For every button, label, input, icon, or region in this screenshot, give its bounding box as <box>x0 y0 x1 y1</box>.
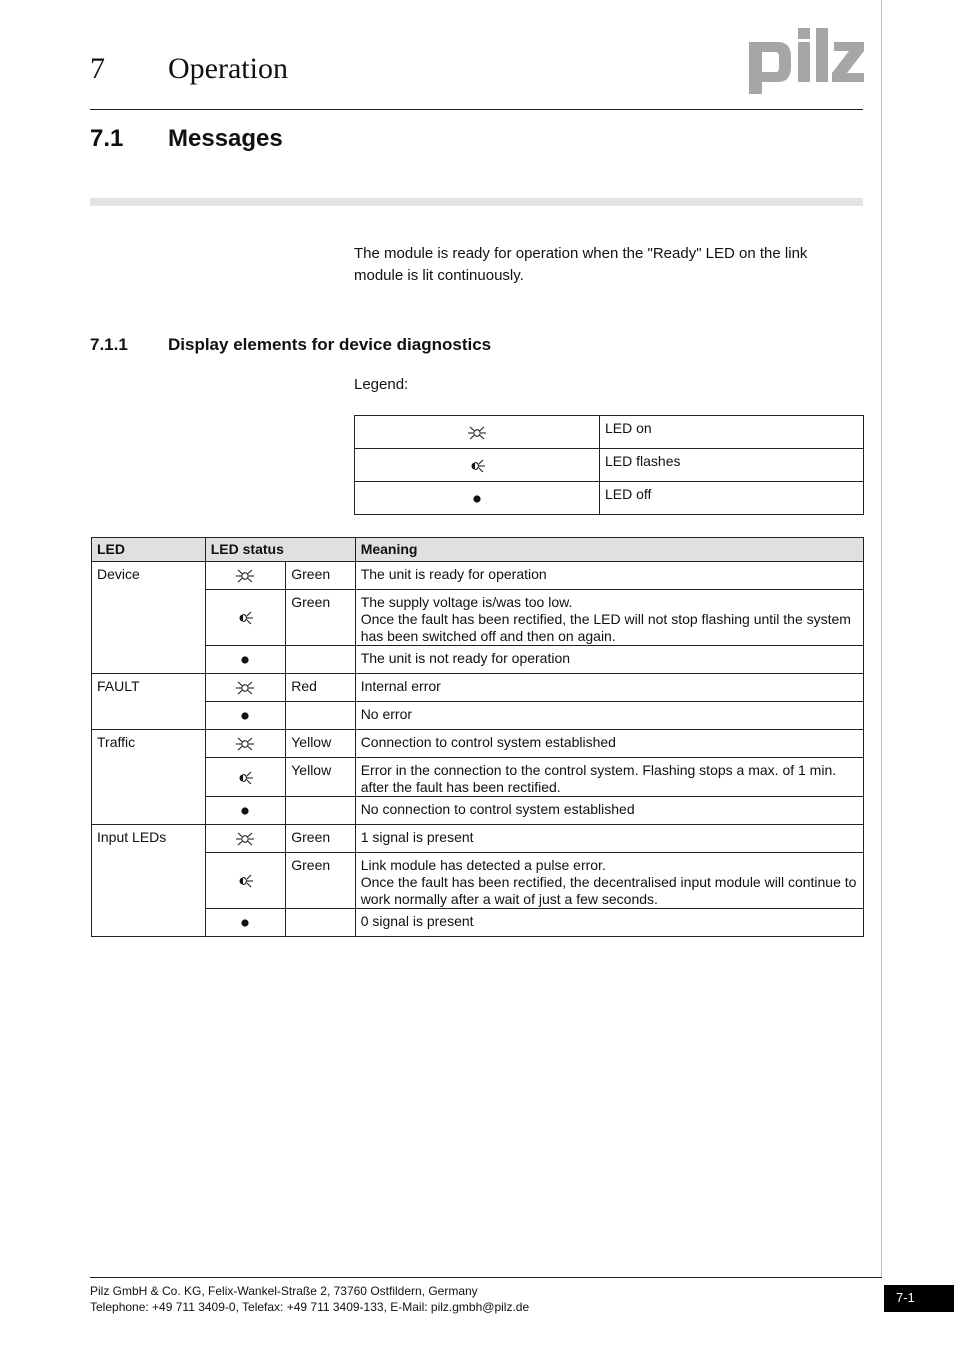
led-off-icon <box>234 708 256 724</box>
meaning-line: 0 signal is present <box>360 913 474 929</box>
header-led-status: LED status <box>205 538 355 562</box>
subsection-title: Display elements for device diagnostics <box>168 335 492 354</box>
table-row <box>92 702 864 730</box>
subsection-number: 7.1.1 <box>90 335 128 354</box>
meaning-line: Once the fault has been rectified, the LED will not stop flashing until the system has been switched off and then on again. <box>360 611 851 644</box>
legend-symbol <box>355 482 600 515</box>
led-off-icon <box>234 915 256 931</box>
table-row <box>92 646 864 674</box>
led-on-icon <box>234 568 256 584</box>
led-color <box>286 909 355 937</box>
led-status-symbol <box>205 853 286 909</box>
led-meaning <box>355 758 863 797</box>
table-row <box>92 797 864 825</box>
footer-rule <box>90 1277 882 1278</box>
led-on-icon <box>234 736 256 752</box>
pilz-logo <box>746 26 866 96</box>
header-led: LED <box>92 538 206 562</box>
led-color: Green <box>286 853 355 909</box>
led-status-symbol <box>205 674 286 702</box>
meaning-line: The supply voltage is/was too low. <box>360 594 573 610</box>
led-status-symbol <box>205 702 286 730</box>
table-header-row <box>92 538 864 562</box>
led-color <box>286 797 355 825</box>
led-meaning <box>355 909 863 937</box>
chapter-number: 7 <box>90 52 105 85</box>
header-meaning: Meaning <box>355 538 863 562</box>
legend-text: LED flashes <box>600 449 864 482</box>
led-status-symbol <box>205 797 286 825</box>
table-row <box>92 730 864 758</box>
led-meaning <box>355 797 863 825</box>
led-off-icon <box>234 803 256 819</box>
meaning-line: Link module has detected a pulse error. <box>360 857 606 873</box>
led-status-symbol <box>205 590 286 646</box>
led-flashes-icon <box>234 610 256 626</box>
led-meaning <box>355 825 863 853</box>
led-meaning <box>355 702 863 730</box>
led-color: Yellow <box>286 730 355 758</box>
led-color: Red <box>286 674 355 702</box>
legend-row <box>355 449 864 482</box>
led-name: FAULT <box>92 674 206 730</box>
intro-paragraph: The module is ready for operation when the "Ready" LED on the link module is lit continuously. <box>354 245 808 284</box>
led-on-icon <box>234 680 256 696</box>
led-off-icon <box>234 652 256 668</box>
table-row <box>92 825 864 853</box>
page-number: 7-1 <box>884 1285 954 1312</box>
meaning-line: Connection to control system established <box>360 734 616 750</box>
legend-text: LED off <box>600 482 864 515</box>
led-name: Input LEDs <box>92 825 206 937</box>
meaning-line: Internal error <box>360 678 441 694</box>
table-row <box>92 674 864 702</box>
section-divider-bar <box>90 198 863 206</box>
led-status-symbol <box>205 646 286 674</box>
led-status-symbol <box>205 909 286 937</box>
meaning-line: No error <box>360 706 413 722</box>
page-right-rule <box>881 0 882 1277</box>
led-status-symbol <box>205 825 286 853</box>
led-name: Device <box>92 562 206 674</box>
led-color <box>286 702 355 730</box>
meaning-line: The unit is ready for operation <box>360 566 547 582</box>
meaning-line: No connection to control system established <box>360 801 635 817</box>
meaning-line: 1 signal is present <box>360 829 474 845</box>
legend-label: Legend: <box>354 376 409 393</box>
led-color <box>286 646 355 674</box>
table-row <box>92 590 864 646</box>
led-on-icon <box>234 831 256 847</box>
legend-row <box>355 482 864 515</box>
led-color: Green <box>286 825 355 853</box>
led-meaning <box>355 730 863 758</box>
table-row <box>92 853 864 909</box>
led-off-icon <box>466 491 488 507</box>
table-row <box>92 909 864 937</box>
led-meaning <box>355 674 863 702</box>
chapter-title: Operation <box>168 52 288 85</box>
led-meaning <box>355 562 863 590</box>
led-on-icon <box>466 425 488 441</box>
legend-symbol <box>355 416 600 449</box>
led-meaning <box>355 646 863 674</box>
led-status-table <box>91 537 864 937</box>
legend-symbol <box>355 449 600 482</box>
led-status-symbol <box>205 730 286 758</box>
led-color: Green <box>286 562 355 590</box>
led-meaning <box>355 853 863 909</box>
led-meaning <box>355 590 863 646</box>
header-rule <box>90 109 863 110</box>
section-number: 7.1 <box>90 125 124 152</box>
meaning-line: Once the fault has been rectified, the decentralised input module will continue to work normally after a wait of just a few seconds. <box>360 874 857 907</box>
table-row <box>92 562 864 590</box>
led-status-symbol <box>205 562 286 590</box>
legend-text: LED on <box>600 416 864 449</box>
legend-table <box>354 415 864 515</box>
footer <box>90 1283 529 1315</box>
section-title: Messages <box>168 125 283 152</box>
meaning-line: Error in the connection to the control system. Flashing stops a max. of 1 min. after the fault has been rectified. <box>360 762 837 795</box>
meaning-line: The unit is not ready for operation <box>360 650 571 666</box>
footer-contact: Telephone: +49 711 3409-0, Telefax: +49 711 3409-133, E-Mail: pilz.gmbh@pilz.de <box>90 1300 530 1314</box>
led-status-symbol <box>205 758 286 797</box>
table-row <box>92 758 864 797</box>
legend-row <box>355 416 864 449</box>
led-flashes-icon <box>466 458 488 474</box>
led-color: Green <box>286 590 355 646</box>
footer-address: Pilz GmbH & Co. KG, Felix-Wankel-Straße 2, 73760 Ostfildern, Germany <box>90 1284 478 1298</box>
led-flashes-icon <box>234 770 256 786</box>
led-color: Yellow <box>286 758 355 797</box>
led-name: Traffic <box>92 730 206 825</box>
led-flashes-icon <box>234 873 256 889</box>
